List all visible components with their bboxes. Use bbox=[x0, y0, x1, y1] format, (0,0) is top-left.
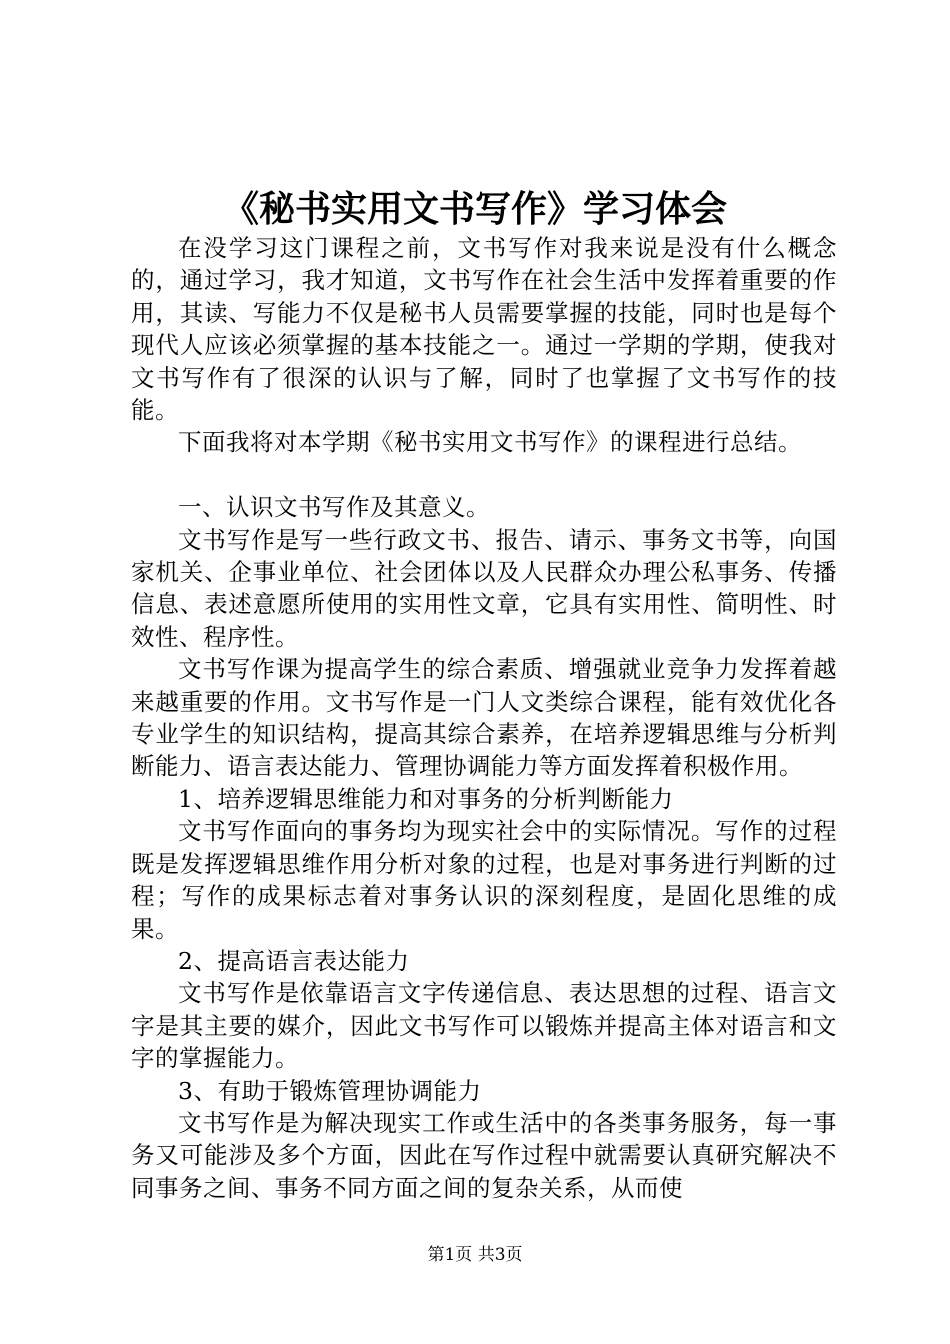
document-body bbox=[131, 232, 837, 1204]
paragraph-intro: 在没学习这门课程之前，文书写作对我来说是没有什么概念的，通过学习，我才知道，文书写作在社会生活中发挥着重要的作用，其读、写能力不仅是秘书人员需要掌握的技能，同时也是每个现代人应该必须掌握的基本技能之一。通过一学期的学期，使我对文书写作有了很深的认识与了解，同时了也掌握了文书写作的技能。 bbox=[131, 234, 837, 425]
paragraph-summary-lead: 下面我将对本学期《秘书实用文书写作》的课程进行总结。 bbox=[178, 428, 802, 457]
subheading-language: 2、提高语言表达能力 bbox=[178, 946, 410, 975]
paragraph-course-value: 文书写作课为提高学生的综合素质、增强就业竞争力发挥着越来越重要的作用。文书写作是一门人文类综合课程，能有效优化各专业学生的知识结构，提高其综合素养，在培养逻辑思维与分析判断能力、语言表达能力、管理协调能力等方面发挥着积极作用。 bbox=[131, 655, 837, 781]
subheading-logic: 1、培养逻辑思维能力和对事务的分析判断能力 bbox=[178, 784, 674, 813]
paragraph-management: 文书写作是为解决现实工作或生活中的各类事务服务，每一事务又可能涉及多个方面，因此在写作过程中就需要认真研究解决不同事务之间、事务不同方面之间的复杂关系，从而使 bbox=[131, 1108, 837, 1202]
subheading-management: 3、有助于锻炼管理协调能力 bbox=[178, 1076, 482, 1105]
paragraph-language: 文书写作是依靠语言文字传递信息、表达思想的过程、语言文字是其主要的媒介，因此文书写作可以锻炼并提高主体对语言和文字的掌握能力。 bbox=[131, 979, 837, 1073]
document-title: 《秘书实用文书写作》学习体会 bbox=[222, 188, 727, 230]
section-heading-1: 一、认识文书写作及其意义。 bbox=[178, 493, 490, 522]
paragraph-spacer bbox=[131, 459, 837, 491]
page-footer: 第1页 共3页 bbox=[427, 1245, 523, 1265]
paragraph-logic: 文书写作面向的事务均为现实社会中的实际情况。写作的过程既是发挥逻辑思维作用分析对象的过程，也是对事务进行判断的过程；写作的成果标志着对事务认识的深刻程度，是固化思维的成果。 bbox=[131, 817, 837, 943]
paragraph-definition: 文书写作是写一些行政文书、报告、请示、事务文书等，向国家机关、企事业单位、社会团体以及人民群众办理公私事务、传播信息、表述意愿所使用的实用性文章，它具有实用性、简明性、时效性、程序性。 bbox=[131, 525, 837, 651]
